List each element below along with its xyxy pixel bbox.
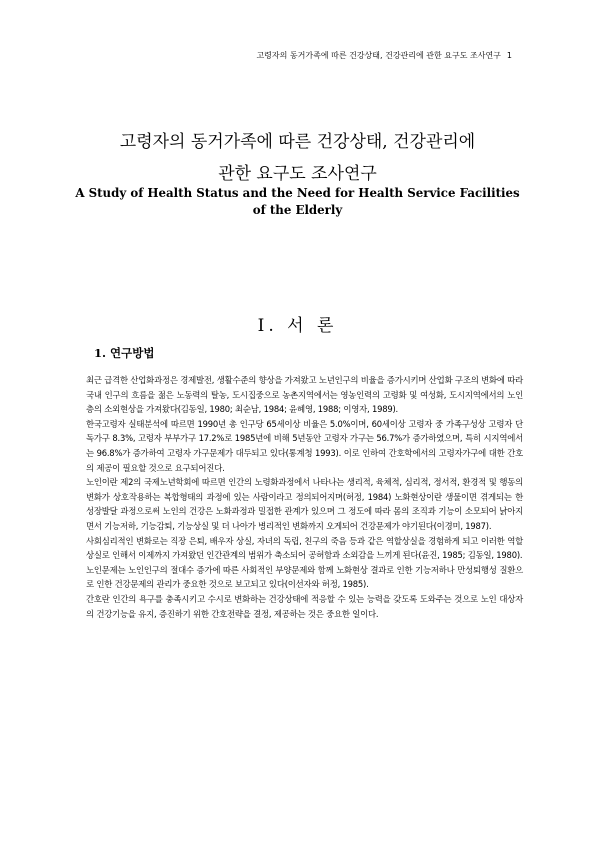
paragraph-6: 간호란 인간의 욕구를 충족시키고 수시로 변화하는 건강상태에 적응할 수 있는 능력을 갖도록 도와주는 것으로 노인 대상자의 건강기능을 유지, 증진하기 위한 간호전략을 결정, 제공하는 것은 중요한 일이다. [86, 593, 523, 619]
subsection-heading: 1. 연구방법 [94, 346, 155, 360]
running-title: 고령자의 동거가족에 따른 건강상태, 건강관리에 관한 요구도 조사연구 [256, 51, 501, 60]
korean-title-line-1: 고령자의 동거가족에 따른 건강상태, 건강관리에 [119, 132, 476, 152]
paragraph-1: 최근 급격한 산업화과정은 경제발전, 생활수준의 향상을 가져왔고 노년인구의 비율을 증가시키며 산업화 구조의 변화에 따라 국내 인구의 흐름을 젊은 노동력의 탈농, 도시집중으로 농촌지역에서는 영농인력의 고령화 및 여성화, 도시지역에서의 노인층의 소외현상을 가져왔다(김동일, 1980; 최순남, 1984; 윤혜영, 1988; 이영자, 1989). [86, 375, 523, 415]
paragraph-5: 노인문제는 노인인구의 절대수 증가에 따른 사회적인 부양문제와 함께 노화현상 결과로 인한 기능저하나 만성퇴행성 질환으로 인한 건강문제의 관리가 중요한 것으로 보고되고 있다(이선자와 허정, 1985). [86, 564, 523, 590]
paragraph-2: 한국고령자 실태분석에 따르면 1990년 총 인구당 65세이상 비율은 5.0%이며, 60세이상 고령자 중 가족구성상 고령자 단독가구 8.3%, 고령자 부부가구 17.2%로 1985년에 비해 5년동안 고령자 가구는 56.7%가 증가하였으며, 특히 시지역에서는 96.8%가 증가하여 고령자 가구문제가 대두되고 있다(통계청 1993). 이로 인하여 간호학에서의 고령자가구에 대한 간호의 제공이 필요할 것으로 요구되어진다. [86, 418, 523, 473]
english-title-line-1: A Study of Health Status and the Need for Health Service Facilities [75, 186, 520, 200]
paragraph-3: 노인이란 제2의 국제노년학회에 따르면 인간의 노령화과정에서 나타나는 생리적, 육체적, 심리적, 정서적, 환경적 및 행동의 변화가 상호작용하는 복합형태의 과정에 있는 사람이라고 정의되어지며(허정, 1984) 노화현상이란 생물이면 겪게되는 한 성장발달 과정으로써 노인의 건강은 노화과정과 밀접한 관계가 있으며 그 정도에 따라 몸의 조직과 기능이 소모되어 낡아지면서 기능저하, 기능감퇴, 기능상실 및 더 나아가 병리적인 변화까지 오게되어 건강문제가 야기된다(이경미, 1987). [86, 477, 523, 531]
paragraph-4: 사회심리적인 변화로는 직장 은퇴, 배우자 상실, 자녀의 독립, 친구의 죽음 등과 같은 역할상실을 경험하게 되고 이러한 역할상실로 인해서 이제까지 가져왔던 인간관계의 범위가 축소되어 공허함과 소외감을 느끼게 된다(윤진, 1985; 김동일, 1980). [86, 535, 523, 561]
english-title-line-2: of the Elderly [252, 203, 343, 217]
page-number: 1 [506, 51, 512, 60]
korean-title [60, 126, 535, 190]
running-header [60, 50, 512, 61]
korean-title-line-2: 관한 요구도 조사연구 [218, 164, 377, 184]
english-title [60, 185, 535, 219]
section-heading: Ⅰ. 서 론 [257, 316, 338, 336]
body-text [86, 373, 523, 621]
